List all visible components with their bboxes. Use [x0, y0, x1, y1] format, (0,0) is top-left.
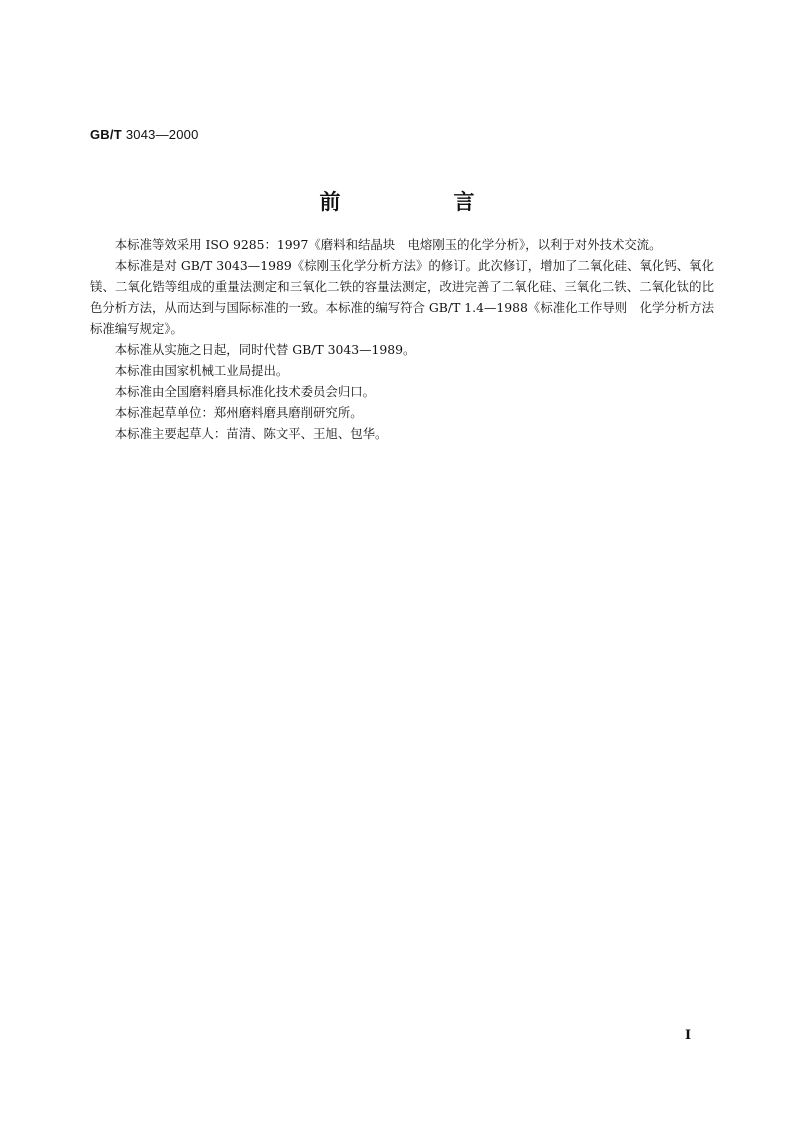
standard-code [90, 127, 199, 142]
paragraph: 本标准等效采用 ISO 9285：1997《磨料和结晶块 电熔刚玉的化学分析》，以利于对外技术交流。 [114, 237, 662, 252]
paragraph: 本标准是对 GB/T 3043—1989《棕刚玉化学分析方法》的修订。此次修订，增加了二氧化硅、氧化钙、氧化镁、二氧化锆等组成的重量法测定和三氧化二铁的容量法测定，改进完善了二氧化硅、三氧化二铁、二氧化钛的比色分析方法，从而达到与国际标准的一致。本标准的编写符合 GB/T 1.4—1988《标准化工作导则 化学分析方法标准编写规定》。 [90, 258, 714, 336]
standard-prefix: GB/T [90, 127, 122, 142]
paragraph: 本标准从实施之日起，同时代替 GB/T 3043—1989。 [114, 342, 416, 357]
paragraph: 本标准由全国磨料磨具标准化技术委员会归口。 [114, 384, 375, 399]
foreword-body [90, 234, 714, 444]
paragraph: 本标准由国家机械工业局提出。 [114, 363, 289, 378]
page-title: 前 言 [319, 190, 521, 214]
paragraph: 本标准主要起草人：苗清、陈文平、王旭、包华。 [114, 426, 388, 441]
paragraph: 本标准起草单位：郑州磨料磨具磨削研究所。 [114, 405, 363, 420]
standard-number: 3043—2000 [125, 127, 199, 142]
page-number: Ⅰ [685, 1028, 692, 1043]
